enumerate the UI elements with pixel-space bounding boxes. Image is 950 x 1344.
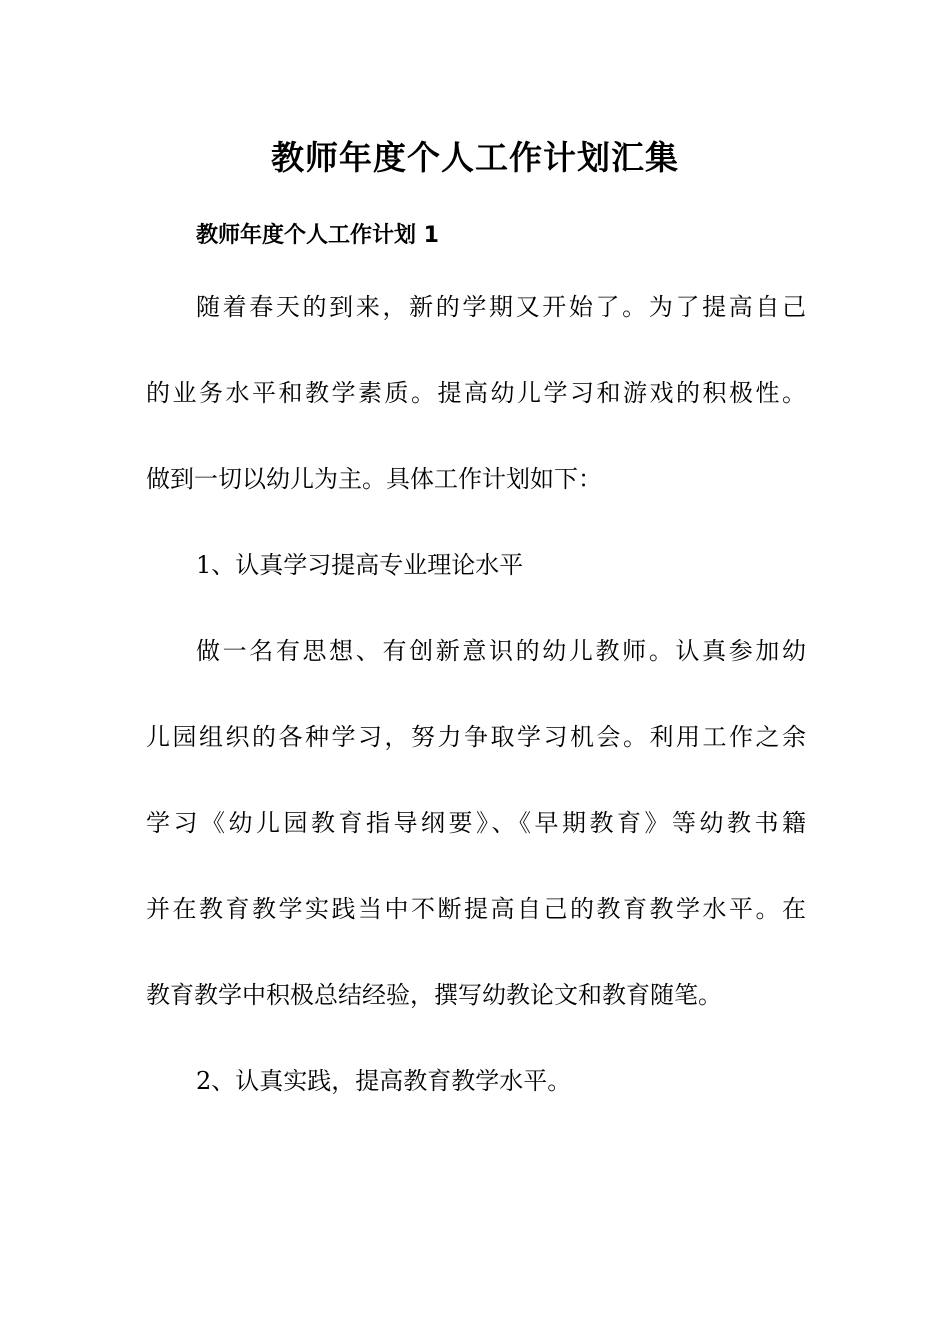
paragraph-line: 做一名有思想、有创新意识的幼儿教师。认真参加幼	[196, 637, 806, 665]
paragraph-line: 学习《幼儿园教育指导纲要》、《早期教育》等幼教书籍	[146, 809, 806, 837]
paragraph-line: 儿园组织的各种学习，努力争取学习机会。利用工作之余	[146, 723, 806, 751]
paragraph-line: 并在教育教学实践当中不断提高自己的教育教学水平。在	[146, 895, 806, 923]
paragraph-line: 的业务水平和教学素质。提高幼儿学习和游戏的积极性。	[146, 379, 806, 407]
paragraph-line: 随着春天的到来，新的学期又开始了。为了提高自己	[196, 293, 806, 321]
numbered-item: 2、认真实践，提高教育教学水平。	[196, 1067, 572, 1095]
paragraph-line: 教育教学中积极总结经验，撰写幼教论文和教育随笔。	[146, 981, 722, 1009]
paragraph-line: 做到一切以幼儿为主。具体工作计划如下：	[146, 465, 602, 493]
numbered-item: 1、认真学习提高专业理论水平	[196, 551, 524, 579]
section-heading: 教师年度个人工作计划 1	[196, 223, 439, 248]
document-title: 教师年度个人工作计划汇集	[271, 138, 679, 177]
